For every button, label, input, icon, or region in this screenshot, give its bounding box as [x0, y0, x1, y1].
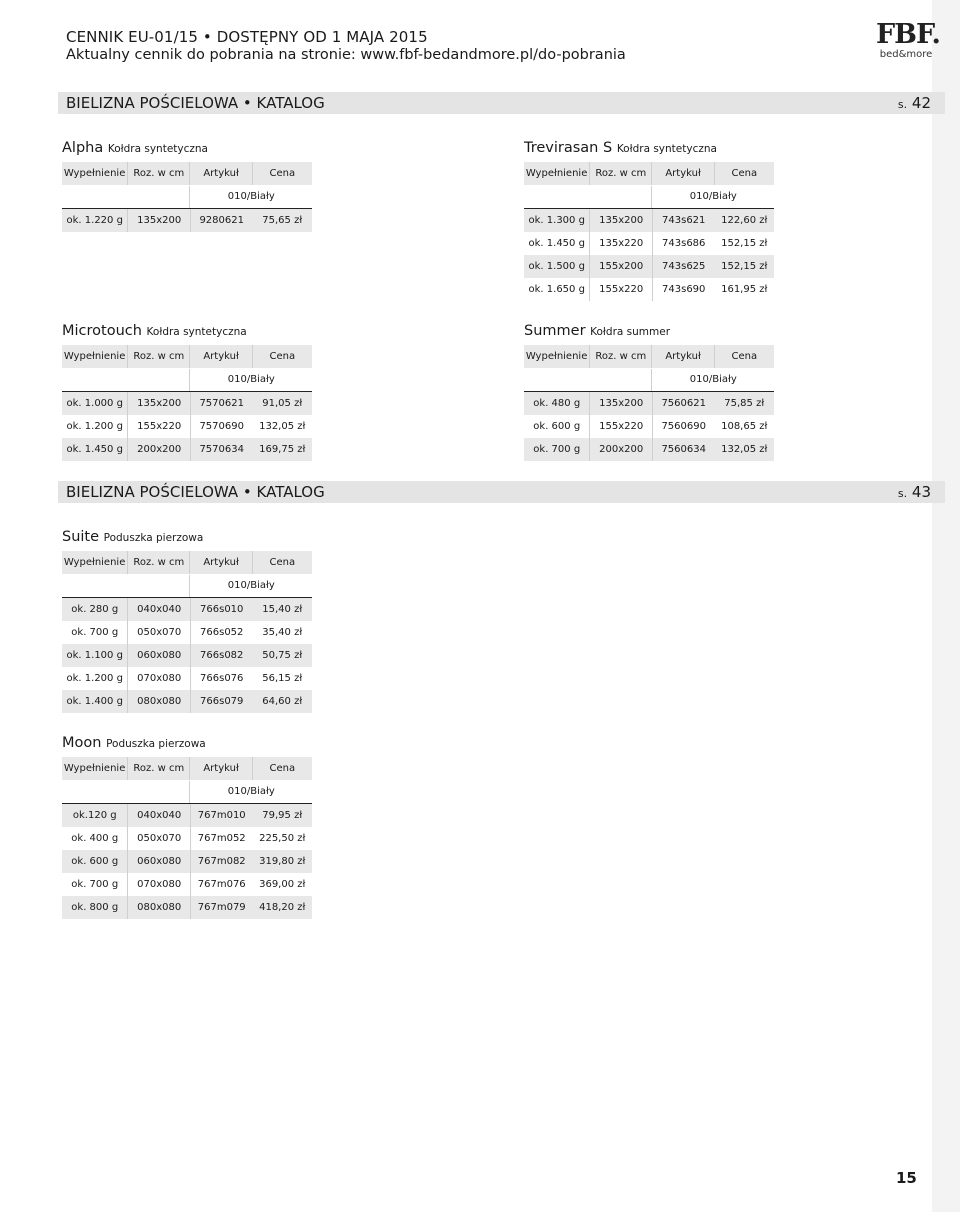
- table-cell: 767m082: [197, 856, 246, 867]
- table-row: [524, 438, 774, 461]
- table-cell: 767m052: [197, 833, 246, 844]
- table-cell: 132,05 zł: [721, 444, 768, 455]
- table-cell: ok. 1.500 g: [524, 255, 590, 278]
- section-page-ref: s. 42: [897, 94, 931, 112]
- table-row: [62, 896, 312, 919]
- color-row: [524, 185, 774, 209]
- table-cell: 060x080: [128, 644, 191, 667]
- table-row: [62, 209, 312, 232]
- color-row: [62, 368, 312, 392]
- table-cell: 040x040: [128, 598, 191, 621]
- table-row: [524, 415, 774, 438]
- table-row: [62, 690, 312, 713]
- color-label: 010/Biały: [227, 374, 275, 385]
- table-cell: 169,75 zł: [259, 444, 306, 455]
- product-suite: [62, 528, 312, 713]
- product-title: [62, 528, 312, 547]
- table-row: [62, 644, 312, 667]
- table-cell: ok. 280 g: [62, 598, 128, 621]
- table-cell: ok. 1.100 g: [62, 644, 128, 667]
- price-list-title: CENNIK EU-01/15 • DOSTĘPNY OD 1 MAJA 2015: [66, 28, 428, 46]
- table-cell: 7560634: [661, 444, 706, 455]
- column-header: Artykuł: [190, 345, 252, 368]
- color-label: 010/Biały: [227, 580, 275, 591]
- color-row: [62, 185, 312, 209]
- table-cell: 122,60 zł: [721, 215, 768, 226]
- column-header: Artykuł: [190, 551, 252, 574]
- column-header: Cena: [269, 351, 296, 362]
- table-cell: 15,40 zł: [262, 604, 303, 615]
- section-title: BIELIZNA POŚCIELOWA • KATALOG: [66, 483, 325, 501]
- table-cell: 767m010: [197, 810, 246, 821]
- table-cell: 135x200: [590, 392, 653, 415]
- table-row: [62, 415, 312, 438]
- fbf-logo: [876, 19, 940, 60]
- product-microtouch: [62, 322, 312, 461]
- table-cell: 79,95 zł: [262, 810, 303, 821]
- product-title: [62, 734, 312, 753]
- table-cell: 75,65 zł: [262, 215, 303, 226]
- column-header: Wypełnienie: [62, 162, 128, 185]
- table-cell: 050x070: [128, 621, 191, 644]
- table-header: [62, 162, 312, 185]
- table-cell: 7570621: [199, 398, 244, 409]
- table-row: [62, 667, 312, 690]
- column-header: Wypełnienie: [62, 345, 128, 368]
- table-cell: 7560621: [661, 398, 706, 409]
- document-header: [66, 28, 626, 64]
- section-title: BIELIZNA POŚCIELOWA • KATALOG: [66, 94, 325, 112]
- page-number: 15: [896, 1169, 917, 1187]
- logo-brand: FBF.: [876, 19, 940, 50]
- column-header: Cena: [731, 168, 758, 179]
- table-cell: ok. 480 g: [524, 392, 590, 415]
- column-header: Roz. w cm: [128, 551, 190, 574]
- table-cell: 040x040: [128, 804, 191, 827]
- color-row: [62, 780, 312, 804]
- table-cell: 766s079: [200, 696, 244, 707]
- table-row: [62, 392, 312, 415]
- color-row: [524, 368, 774, 392]
- column-header: Roz. w cm: [128, 757, 190, 780]
- column-header: Roz. w cm: [128, 162, 190, 185]
- table-cell: 155x220: [128, 415, 191, 438]
- column-header: Wypełnienie: [62, 551, 128, 574]
- product-subtitle: Kołdra syntetyczna: [107, 143, 208, 155]
- table-cell: 152,15 zł: [721, 261, 768, 272]
- table-cell: ok. 600 g: [62, 850, 128, 873]
- table-header: [62, 757, 312, 780]
- table-cell: 152,15 zł: [721, 238, 768, 249]
- table-cell: ok. 1.200 g: [62, 667, 128, 690]
- product-subtitle: Poduszka pierzowa: [106, 738, 206, 750]
- product-name: Suite: [62, 529, 100, 545]
- table-cell: 766s052: [200, 627, 244, 638]
- color-label: 010/Biały: [227, 191, 275, 202]
- table-cell: ok. 700 g: [524, 438, 590, 461]
- column-header: Wypełnienie: [62, 757, 128, 780]
- table-cell: 35,40 zł: [262, 627, 303, 638]
- color-label: 010/Biały: [689, 374, 737, 385]
- product-subtitle: Kołdra syntetyczna: [146, 326, 247, 338]
- table-cell: 135x200: [590, 209, 653, 232]
- table-row: [62, 598, 312, 621]
- product-subtitle: Kołdra syntetyczna: [616, 143, 717, 155]
- product-name: Alpha: [62, 140, 104, 156]
- table-header: [524, 162, 774, 185]
- product-name: Trevirasan S: [524, 140, 613, 156]
- table-cell: 050x070: [128, 827, 191, 850]
- table-cell: ok.120 g: [62, 804, 128, 827]
- product-title: [62, 322, 312, 341]
- table-cell: 743s621: [662, 215, 706, 226]
- column-header: Artykuł: [652, 345, 714, 368]
- table-cell: 9280621: [199, 215, 244, 226]
- color-label: 010/Biały: [227, 786, 275, 797]
- color-row: [62, 574, 312, 598]
- section-page-ref: s. 43: [897, 483, 931, 501]
- column-header: Roz. w cm: [128, 345, 190, 368]
- table-header: [524, 345, 774, 368]
- table-row: [524, 209, 774, 232]
- table-cell: 080x080: [128, 896, 191, 919]
- table-row: [62, 438, 312, 461]
- column-header: Cena: [731, 351, 758, 362]
- column-header: Cena: [269, 763, 296, 774]
- table-cell: 91,05 zł: [262, 398, 303, 409]
- table-cell: 155x220: [590, 415, 653, 438]
- table-cell: 7570690: [199, 421, 244, 432]
- column-header: Wypełnienie: [524, 162, 590, 185]
- product-title: [524, 139, 774, 158]
- table-cell: 060x080: [128, 850, 191, 873]
- table-row: [524, 232, 774, 255]
- table-cell: 64,60 zł: [262, 696, 303, 707]
- table-cell: 135x220: [590, 232, 653, 255]
- table-cell: 418,20 zł: [259, 902, 306, 913]
- column-header: Roz. w cm: [590, 345, 652, 368]
- table-cell: 070x080: [128, 873, 191, 896]
- section-band-43: [58, 481, 945, 503]
- section-band-42: [58, 92, 945, 114]
- table-cell: 369,00 zł: [259, 879, 306, 890]
- table-cell: 766s010: [200, 604, 244, 615]
- download-note: Aktualny cennik do pobrania na stronie: www.fbf-bedandmore.pl/do-pobrania: [66, 47, 626, 63]
- table-cell: ok. 800 g: [62, 896, 128, 919]
- table-row: [62, 621, 312, 644]
- table-header: [62, 551, 312, 574]
- table-cell: ok. 1.300 g: [524, 209, 590, 232]
- table-cell: ok. 400 g: [62, 827, 128, 850]
- table-cell: 743s625: [662, 261, 706, 272]
- table-cell: ok. 700 g: [62, 621, 128, 644]
- table-cell: 200x200: [128, 438, 191, 461]
- column-header: Cena: [269, 168, 296, 179]
- table-cell: 7560690: [661, 421, 706, 432]
- table-cell: 108,65 zł: [721, 421, 768, 432]
- table-cell: 161,95 zł: [721, 284, 768, 295]
- table-cell: 7570634: [199, 444, 244, 455]
- column-header: Artykuł: [190, 757, 252, 780]
- product-name: Moon: [62, 735, 102, 751]
- table-cell: 50,75 zł: [262, 650, 303, 661]
- table-cell: 767m079: [197, 902, 246, 913]
- column-header: Artykuł: [190, 162, 252, 185]
- product-moon: [62, 734, 312, 919]
- column-header: Roz. w cm: [590, 162, 652, 185]
- table-row: [62, 827, 312, 850]
- table-cell: 319,80 zł: [259, 856, 306, 867]
- product-trevirasan-s: [524, 139, 774, 301]
- product-name: Microtouch: [62, 323, 142, 339]
- table-row: [62, 873, 312, 896]
- table-header: [62, 345, 312, 368]
- table-cell: ok. 1.200 g: [62, 415, 128, 438]
- product-subtitle: Poduszka pierzowa: [103, 532, 204, 544]
- product-subtitle: Kołdra summer: [590, 326, 671, 338]
- table-row: [524, 278, 774, 301]
- table-cell: 75,85 zł: [724, 398, 765, 409]
- product-title: [524, 322, 774, 341]
- logo-tagline: bed&more: [879, 49, 933, 60]
- table-cell: ok. 1.000 g: [62, 392, 128, 415]
- table-cell: ok. 700 g: [62, 873, 128, 896]
- table-cell: 767m076: [197, 879, 246, 890]
- column-header: Wypełnienie: [524, 345, 590, 368]
- table-row: [524, 255, 774, 278]
- table-cell: ok. 1.220 g: [62, 209, 128, 232]
- product-title: [62, 139, 312, 158]
- color-label: 010/Biały: [689, 191, 737, 202]
- table-cell: ok. 1.400 g: [62, 690, 128, 713]
- table-cell: ok. 600 g: [524, 415, 590, 438]
- table-cell: 135x200: [128, 209, 191, 232]
- product-summer: [524, 322, 774, 461]
- table-cell: 743s690: [662, 284, 706, 295]
- table-row: [62, 850, 312, 873]
- table-cell: 132,05 zł: [259, 421, 306, 432]
- table-row: [62, 804, 312, 827]
- table-cell: 766s076: [200, 673, 244, 684]
- table-cell: ok. 1.450 g: [62, 438, 128, 461]
- product-alpha: [62, 139, 312, 232]
- table-cell: ok. 1.650 g: [524, 278, 590, 301]
- table-cell: 200x200: [590, 438, 653, 461]
- column-header: Artykuł: [652, 162, 714, 185]
- column-header: Cena: [269, 557, 296, 568]
- table-cell: 155x220: [590, 278, 653, 301]
- table-row: [524, 392, 774, 415]
- page-edge-strip: [932, 0, 960, 1212]
- table-cell: 225,50 zł: [259, 833, 306, 844]
- table-cell: 56,15 zł: [262, 673, 303, 684]
- table-cell: 155x200: [590, 255, 653, 278]
- table-cell: 135x200: [128, 392, 191, 415]
- table-cell: 743s686: [662, 238, 706, 249]
- table-cell: ok. 1.450 g: [524, 232, 590, 255]
- table-cell: 080x080: [128, 690, 191, 713]
- product-name: Summer: [524, 323, 586, 339]
- table-cell: 766s082: [200, 650, 244, 661]
- table-cell: 070x080: [128, 667, 191, 690]
